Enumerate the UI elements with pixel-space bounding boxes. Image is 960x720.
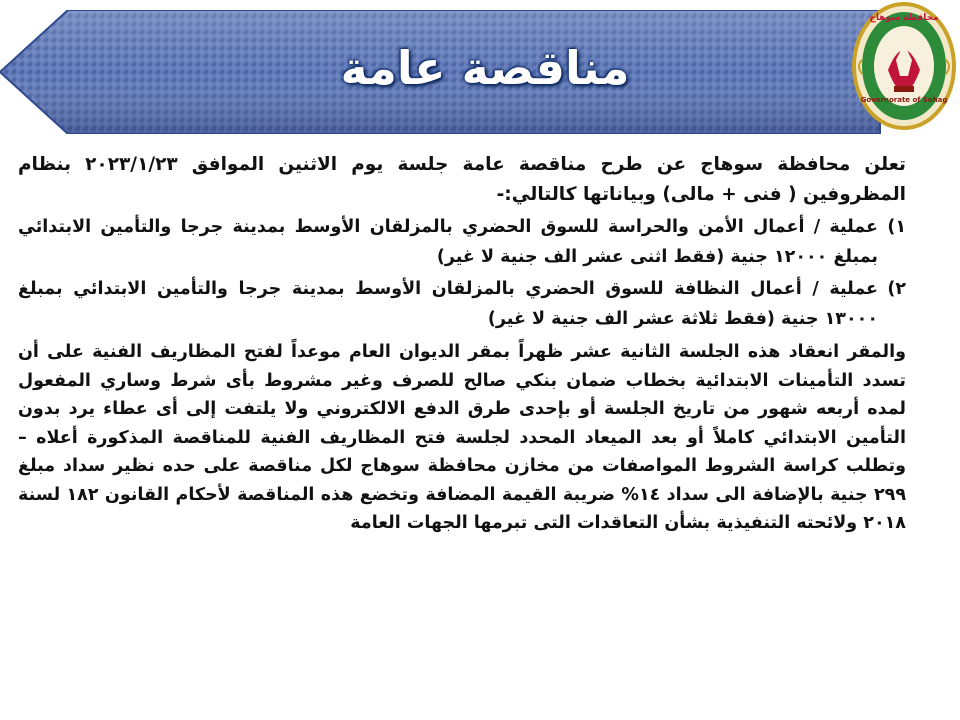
terms-paragraph: والمقر انعقاد هذه الجلسة الثانية عشر ظهراً بمقر الديوان العام موعداً لفتح المظاريف الفنية على أن تسدد التأمينات الابتدائية بخطاب ضمان بنكي صالح للصرف وغير مشروط بأى شرط وساري المفعول لمده أربعه شهور من تاريخ الجلسة أو بإحدى طرق الدفع الالكتروني ولا يلتفت إلى أى عطاء يرد بدون التأمين الابتدائي كاملاً أو بعد الميعاد المحدد لجلسة فتح المظاريف الفنية للمناقصة المذكورة أعلاه – وتطلب كراسة الشروط المواصفات من مخازن محافظة سوهاج لكل مناقصة على حده نظير سداد مبلغ ٢٩٩ جنية بالإضافة الى سداد ١٤% ضريبة القيمة المضافة وتخضع هذه المناقصة لأحكام القانون ١٨٢ لسنة ٢٠١٨ ولائحته التنفيذية بشأن التعاقدات التى تبرمها الجهات العامة [18, 342, 906, 533]
item-number: ١) [887, 217, 906, 237]
page-title: مناقصة عامة [340, 41, 630, 95]
list-item [18, 274, 906, 334]
logo-english-text: Governorate of Sohag [860, 96, 948, 104]
header-banner [0, 10, 960, 134]
item-number: ٢) [887, 279, 906, 299]
announcement-body [18, 150, 906, 538]
list-item [18, 212, 906, 272]
governorate-logo [852, 0, 956, 134]
item-text: عملية / أعمال النظافة للسوق الحضري بالمزلقان الأوسط بمدينة جرجا والتأمين الابتدائي بمبلغ ١٣٠٠٠ جنية (فقط ثلاثة عشر الف جنية لا غير) [18, 279, 878, 329]
intro-paragraph: تعلن محافظة سوهاج عن طرح مناقصة عامة جلسة يوم الاثنين الموافق ٢٠٢٣/١/٢٣ بنظام المظروفين ( فنى + مالى) وبياناتها كالتالي:- [18, 154, 907, 205]
logo-arabic-text: محافظة سوهاج [869, 13, 939, 23]
item-text: عملية / أعمال الأمن والحراسة للسوق الحضري بالمزلقان الأوسط بمدينة جرجا والتأمين الابتدائي بمبلغ ١٢٠٠٠ جنية (فقط اثنى عشر الف جنية لا غير) [18, 217, 878, 267]
